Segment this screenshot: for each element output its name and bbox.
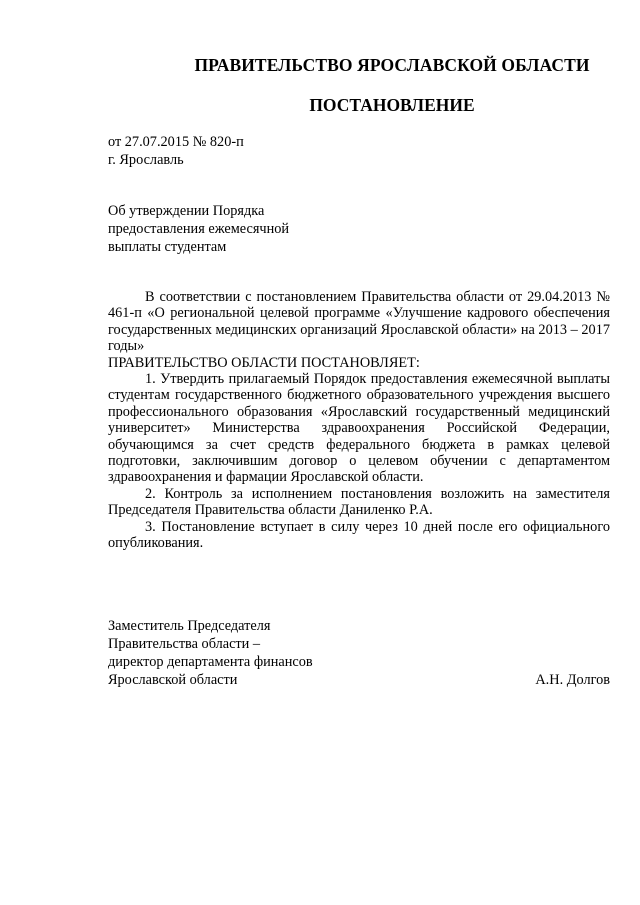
signatory-name: А.Н. Долгов [535,672,610,688]
decree-statement: ПРАВИТЕЛЬСТВО ОБЛАСТИ ПОСТАНОВЛЯЕТ: [108,354,420,371]
signature-row [108,671,610,689]
signature-block [108,617,610,689]
subject-line: предоставления ежемесячной [108,221,290,237]
date-number: от 27.07.2015 № 820-п [108,134,244,150]
city: г. Ярославль [108,152,184,168]
document-body [108,289,610,552]
decree-item-3: 3. Постановление вступает в силу через 10 дней после его официального опубликования. [108,518,610,552]
subject-line: Об утверждении Порядка [108,203,265,219]
document-subject [108,202,289,256]
decree-item-1: 1. Утвердить прилагаемый Порядок предоставления ежемесячной выплаты студентам государственного бюджетного образовательного учреждения высшего профессионального образования «Ярославский государственный медицинский университет» Министерства здравоохранения Российской Федерации, обучающимся за счет средств федерального бюджета в рамках целевой подготовки, заключившим договор о целевом обучении с департаментом здравоохранения и фармации Ярославской области. [108,371,610,486]
document-meta [108,133,244,169]
signatory-title-line: директор департамента финансов [108,654,313,670]
signatory-title-line: Ярославской области [108,672,238,688]
preamble-paragraph: В соответствии с постановлением Правительства области от 29.04.2013 № 461-п «О региональной целевой программе «Улучшение кадрового обеспечения государственных медицинских организаций Ярославской области» на 2013 – 2017 годы» [108,289,610,355]
subject-line: выплаты студентам [108,239,227,255]
government-title: ПРАВИТЕЛЬСТВО ЯРОСЛАВСКОЙ ОБЛАСТИ [194,55,590,75]
decree-item-2: 2. Контроль за исполнением постановления возложить на заместителя Председателя Правительства области Даниленко Р.А. [108,485,610,519]
signatory-title-line: Правительства области – [108,636,261,652]
signatory-title-line: Заместитель Председателя [108,618,271,634]
document-type-title: ПОСТАНОВЛЕНИЕ [309,95,475,115]
